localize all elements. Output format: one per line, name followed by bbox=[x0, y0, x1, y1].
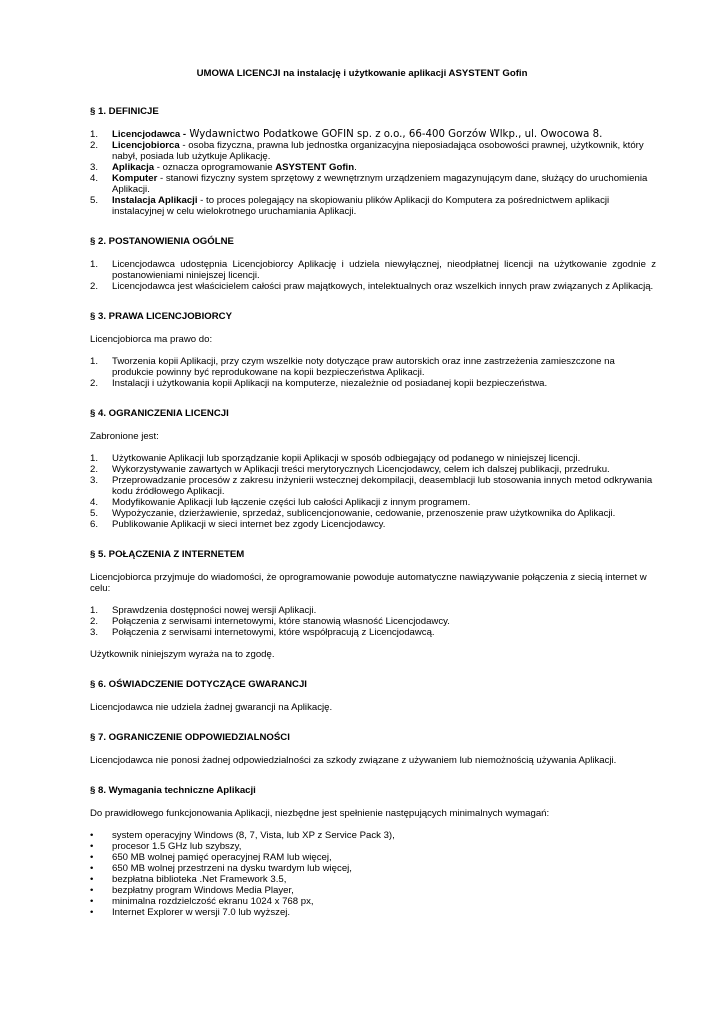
item-text: Połączenia z serwisami internetowymi, które stanowią własność Licencjodawcy. bbox=[112, 616, 450, 627]
item-number: 5. bbox=[90, 195, 99, 206]
item-text: Instalacji i użytkowania kopii Aplikacji na komputerze, niezależnie od posiadanej kopii bezpieczeństwa. bbox=[112, 378, 548, 389]
section-intro: Licencjobiorca ma prawo do: bbox=[90, 334, 213, 345]
item-text: minimalna rozdzielczość ekranu 1024 x 768 px, bbox=[112, 896, 314, 907]
item-text: Połączenia z serwisami internetowymi, które współpracują z Licencjodawcą. bbox=[112, 627, 435, 638]
definitions-list bbox=[90, 129, 656, 217]
list-item bbox=[90, 841, 656, 852]
bullet-icon: • bbox=[90, 896, 94, 907]
section-intro: Zabronione jest: bbox=[90, 431, 159, 442]
section-heading: § 3. PRAWA LICENCJOBIORCY bbox=[90, 311, 232, 322]
item-number: 3. bbox=[90, 162, 99, 173]
section-general-provisions bbox=[90, 236, 656, 292]
list-item bbox=[90, 129, 656, 140]
bullet-icon: • bbox=[90, 830, 94, 841]
section-warranty bbox=[90, 679, 656, 713]
item-number: 2. bbox=[90, 616, 99, 627]
list-item bbox=[90, 281, 656, 292]
list-item bbox=[90, 497, 656, 508]
list-item bbox=[90, 140, 656, 162]
section-heading: § 4. OGRANICZENIA LICENCJI bbox=[90, 408, 229, 419]
section-outro: Użytkownik niniejszym wyraża na to zgodę. bbox=[90, 649, 275, 660]
list-item bbox=[90, 475, 656, 497]
list-item bbox=[90, 519, 656, 530]
term: Komputer bbox=[112, 173, 158, 184]
restrictions-list bbox=[90, 453, 656, 530]
document-title: UMOWA LICENCJI na instalację i użytkowanie aplikacji ASYSTENT Gofin bbox=[196, 68, 528, 79]
item-number: 4. bbox=[90, 497, 99, 508]
section-technical-requirements bbox=[90, 785, 656, 918]
bullet-icon: • bbox=[90, 841, 94, 852]
list-item bbox=[90, 896, 656, 907]
item-text: Internet Explorer w wersji 7.0 lub wyższej. bbox=[112, 907, 291, 918]
item-number: 3. bbox=[90, 627, 99, 638]
list-item bbox=[90, 885, 656, 896]
item-text: Licencjodawca udostępnia Licencjobiorcy Aplikację i udziela niewyłącznej, nieodpłatnej licencji na użytkowanie zgodnie z postanowieniami niniejszej licencji. bbox=[112, 259, 656, 281]
section-heading: § 6. OŚWIADCZENIE DOTYCZĄCE GWARANCJI bbox=[90, 679, 307, 690]
item-number: 1. bbox=[90, 356, 99, 367]
list-item bbox=[90, 173, 656, 195]
item-number: 1. bbox=[90, 605, 99, 616]
item-number: 2. bbox=[90, 281, 99, 292]
section-intro: Do prawidłowego funkcjonowania Aplikacji, niezbędne jest spełnienie następujących minimalnych wymagań: bbox=[90, 808, 550, 819]
item-number: 3. bbox=[90, 475, 99, 486]
item-text: Wykorzystywanie zawartych w Aplikacji treści merytorycznych Licencjodawcy, celem ich dalszej publikacji, przedruku. bbox=[112, 464, 610, 475]
definition-text: - to proces polegający na skopiowaniu plików Aplikacji do Komputera za pośrednictwem aplikacji instalacyjnej w celu wielokrotnego uruchamiania Aplikacji. bbox=[112, 195, 610, 217]
connections-list bbox=[90, 605, 656, 638]
requirements-list bbox=[90, 830, 656, 918]
term: Aplikacja bbox=[112, 162, 155, 173]
list-item bbox=[90, 874, 656, 885]
list-item bbox=[90, 259, 656, 281]
item-text: procesor 1.5 GHz lub szybszy, bbox=[112, 841, 242, 852]
provisions-list bbox=[90, 259, 656, 292]
definition-text: - stanowi fizyczny system sprzętowy z wewnętrznym urządzeniem magazynującym dane, służący do uruchomienia Aplikacji. bbox=[112, 173, 648, 195]
item-text: 650 MB wolnej przestrzeni na dysku twardym lub więcej, bbox=[112, 863, 352, 874]
item-text: Wypożyczanie, dzierżawienie, sprzedaż, sublicencjonowanie, cedowanie, przenoszenie praw użytkownika do Aplikacji. bbox=[112, 508, 616, 519]
item-number: 2. bbox=[90, 464, 99, 475]
list-item bbox=[90, 605, 656, 616]
definition-text: Wydawnictwo Podatkowe GOFIN sp. z o.o., 66-400 Gorzów Wlkp., ul. Owocowa 8. bbox=[186, 129, 603, 140]
item-text: Publikowanie Aplikacji w sieci internet bez zgody Licencjodawcy. bbox=[112, 519, 386, 530]
item-number: 6. bbox=[90, 519, 99, 530]
item-text: bezpłatna biblioteka .Net Framework 3.5, bbox=[112, 874, 287, 885]
bullet-icon: • bbox=[90, 852, 94, 863]
item-text: Sprawdzenia dostępności nowej wersji Aplikacji. bbox=[112, 605, 317, 616]
item-text: system operacyjny Windows (8, 7, Vista, lub XP z Service Pack 3), bbox=[112, 830, 395, 841]
bullet-icon: • bbox=[90, 874, 94, 885]
list-item bbox=[90, 508, 656, 519]
section-liability bbox=[90, 732, 656, 766]
rights-list bbox=[90, 356, 656, 389]
item-text: 650 MB wolnej pamięć operacyjnej RAM lub więcej, bbox=[112, 852, 332, 863]
item-number: 1. bbox=[90, 259, 99, 270]
bullet-icon: • bbox=[90, 885, 94, 896]
document-body bbox=[90, 106, 656, 937]
list-item bbox=[90, 907, 656, 918]
term: Instalacja Aplikacji bbox=[112, 195, 198, 206]
list-item bbox=[90, 464, 656, 475]
section-intro: Licencjobiorca przyjmuje do wiadomości, że oprogramowanie powoduje automatyczne nawiązywanie połączenia z siecią internet w celu: bbox=[90, 572, 647, 594]
section-heading: § 2. POSTANOWIENIA OGÓLNE bbox=[90, 236, 234, 247]
list-item bbox=[90, 852, 656, 863]
item-text: bezpłatny program Windows Media Player, bbox=[112, 885, 294, 896]
item-text: Modyfikowanie Aplikacji lub łączenie części lub całości Aplikacji z innym programem. bbox=[112, 497, 471, 508]
item-text: Tworzenia kopii Aplikacji, przy czym wszelkie noty dotyczące praw autorskich oraz inne zastrzeżenia zamieszczone na produkcie powinny być reprodukowane na kopii bezpieczeństwa Aplikacji. bbox=[112, 356, 615, 378]
section-text: Licencjodawca nie udziela żadnej gwarancji na Aplikację. bbox=[90, 702, 333, 713]
item-number: 4. bbox=[90, 173, 99, 184]
section-heading: § 7. OGRANICZENIE ODPOWIEDZIALNOŚCI bbox=[90, 732, 290, 743]
list-item bbox=[90, 616, 656, 627]
item-number: 2. bbox=[90, 140, 99, 151]
product-name: ASYSTENT Gofin bbox=[275, 162, 355, 173]
list-item bbox=[90, 356, 656, 378]
list-item bbox=[90, 830, 656, 841]
definition-end: . bbox=[354, 162, 357, 173]
definition-text: - oznacza oprogramowanie bbox=[154, 162, 276, 173]
item-number: 5. bbox=[90, 508, 99, 519]
term: Licencjobiorca bbox=[112, 140, 180, 151]
list-item bbox=[90, 453, 656, 464]
section-internet-connections bbox=[90, 549, 656, 660]
section-heading: § 5. POŁĄCZENIA Z INTERNETEM bbox=[90, 549, 245, 560]
list-item bbox=[90, 195, 656, 217]
section-heading: § 8. Wymagania techniczne Aplikacji bbox=[90, 785, 256, 796]
term: Licencjodawca - bbox=[112, 129, 187, 140]
list-item bbox=[90, 863, 656, 874]
section-license-restrictions bbox=[90, 408, 656, 530]
item-text: Użytkowanie Aplikacji lub sporządzanie kopii Aplikacji w sposób odbiegający od podanego w niniejszej licencji. bbox=[112, 453, 581, 464]
section-text: Licencjodawca nie ponosi żadnej odpowiedzialności za szkody związane z używaniem lub niemożnością używania Aplikacji. bbox=[90, 755, 617, 766]
section-licensee-rights bbox=[90, 311, 656, 389]
list-item bbox=[90, 627, 656, 638]
bullet-icon: • bbox=[90, 863, 94, 874]
bullet-icon: • bbox=[90, 907, 94, 918]
item-number: 1. bbox=[90, 453, 99, 464]
item-text: Licencjodawca jest właścicielem całości praw majątkowych, intelektualnych oraz wszelkich innych praw związanych z Aplikacją. bbox=[112, 281, 654, 292]
section-definitions bbox=[90, 106, 656, 217]
list-item bbox=[90, 378, 656, 389]
item-number: 1. bbox=[90, 129, 99, 140]
item-text: Przeprowadzanie procesów z zakresu inżynierii wstecznej dekompilacji, deasemblacji lub stosowania innych metod odkrywania kodu źródłowego Aplikacji. bbox=[112, 475, 653, 497]
item-number: 2. bbox=[90, 378, 99, 389]
list-item bbox=[90, 162, 656, 173]
section-heading: § 1. DEFINICJE bbox=[90, 106, 159, 117]
definition-text: - osoba fizyczna, prawna lub jednostka organizacyjna nieposiadająca osobowości prawnej, użytkownik, który nabył, posiada lub użytkuje Aplikację. bbox=[112, 140, 644, 162]
